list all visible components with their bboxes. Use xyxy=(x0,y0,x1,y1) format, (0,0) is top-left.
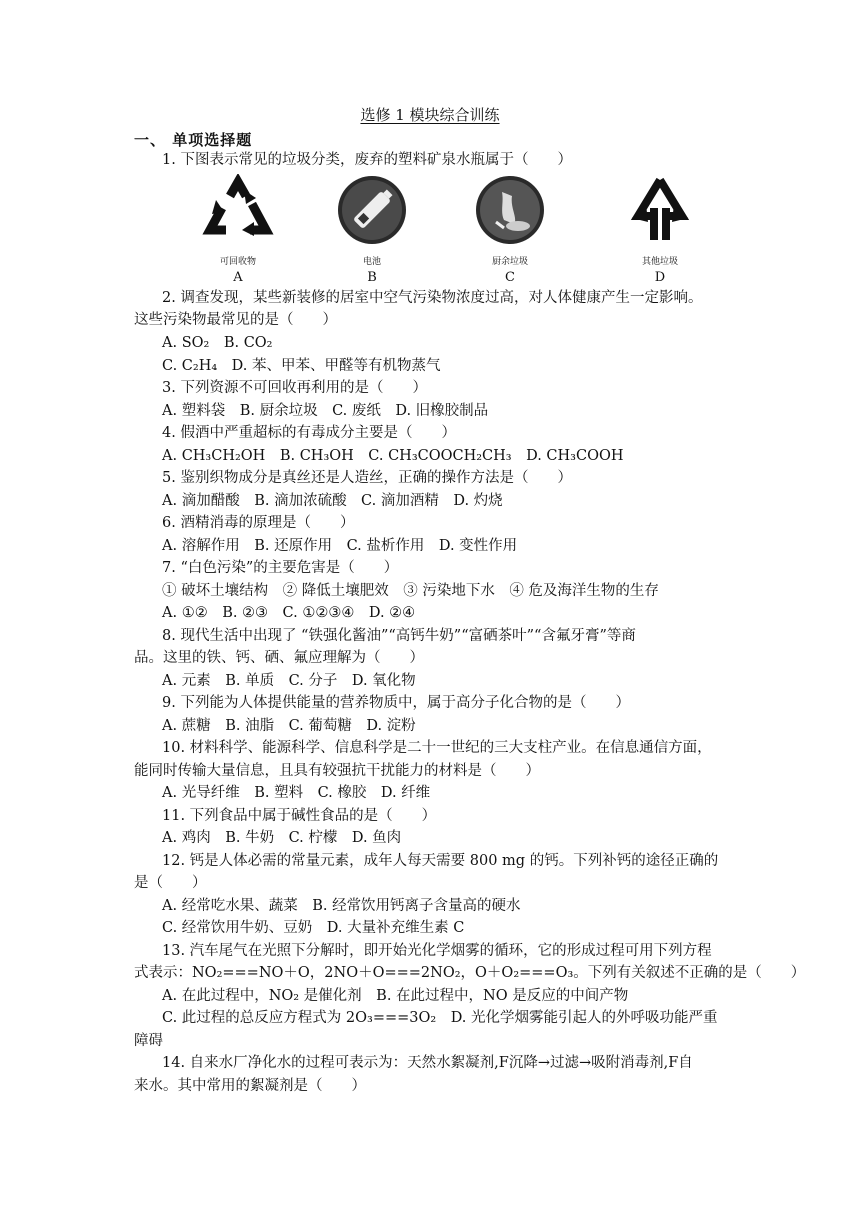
question-4-options: A. CH₃CH₂OH B. CH₃OH C. CH₃COOCH₂CH₃ D. CH₃COOH xyxy=(162,448,624,464)
option-b-figure: 电池 B xyxy=(322,174,422,285)
question-14-line1: 14. 自来水厂净化水的过程可表示为：天然水絮凝剂,F沉降→过滤→吸附消毒剂,F自 xyxy=(162,1055,693,1071)
option-a-figure: 可回收物 A xyxy=(188,174,288,285)
option-c-figure: 厨余垃圾 C xyxy=(460,174,560,285)
question-2-line2: 这些污染物最常见的是（ ） xyxy=(134,312,337,328)
question-13-line2: 式表示：NO₂===NO＋O，2NO＋O===2NO₂，O＋O₂===O₃。下列有关叙述不正确的是（ ） xyxy=(134,965,806,981)
question-7-statements: ① 破坏土壤结构 ② 降低土壤肥效 ③ 污染地下水 ④ 危及海洋生物的生存 xyxy=(162,583,659,599)
battery-icon xyxy=(336,174,408,246)
question-13-line1: 13. 汽车尾气在光照下分解时，即开始光化学烟雾的循环，它的形成过程可用下列方程 xyxy=(162,943,712,959)
question-10-line2: 能同时传输大量信息，且具有较强抗干扰能力的材料是（ ） xyxy=(134,763,540,779)
question-3: 3. 下列资源不可回收再利用的是（ ） xyxy=(162,380,427,396)
question-12-line1: 12. 钙是人体必需的常量元素，成年人每天需要 800 mg 的钙。下列补钙的途径正确的 xyxy=(162,853,719,869)
question-3-options: A. 塑料袋 B. 厨余垃圾 C. 废纸 D. 旧橡胶制品 xyxy=(162,403,489,419)
question-13-options-1: A. 在此过程中，NO₂ 是催化剂 B. 在此过程中，NO 是反应的中间产物 xyxy=(162,988,629,1004)
question-8-line2: 品。这里的铁、钙、硒、氟应理解为（ ） xyxy=(134,650,424,666)
question-4: 4. 假酒中严重超标的有毒成分主要是（ ） xyxy=(162,425,456,441)
question-12-options-2: C. 经常饮用牛奶、豆奶 D. 大量补充维生素 C xyxy=(162,920,465,936)
question-12-options-1: A. 经常吃水果、蔬菜 B. 经常饮用钙离子含量高的硬水 xyxy=(162,898,521,914)
other-waste-icon xyxy=(624,174,696,246)
kitchen-waste-icon xyxy=(474,174,546,246)
question-1: 1. 下图表示常见的垃圾分类，废弃的塑料矿泉水瓶属于（ ） xyxy=(162,152,572,168)
question-5-options: A. 滴加醋酸 B. 滴加浓硫酸 C. 滴加酒精 D. 灼烧 xyxy=(162,493,503,509)
question-13-options-2: C. 此过程的总反应方程式为 2O₃===3O₂ D. 光化学烟雾能引起人的外呼吸功能严重 xyxy=(162,1010,718,1026)
question-9: 9. 下列能为人体提供能量的营养物质中，属于高分子化合物的是（ ） xyxy=(162,695,630,711)
question-7-options: A. ①② B. ②③ C. ①②③④ D. ②④ xyxy=(162,605,416,621)
page-title: 选修 1 模块综合训练 xyxy=(360,106,500,124)
question-11-options: A. 鸡肉 B. 牛奶 C. 柠檬 D. 鱼肉 xyxy=(162,830,402,846)
recycle-icon xyxy=(202,174,274,246)
question-9-options: A. 蔗糖 B. 油脂 C. 葡萄糖 D. 淀粉 xyxy=(162,718,416,734)
question-5: 5. 鉴别织物成分是真丝还是人造丝，正确的操作方法是（ ） xyxy=(162,470,572,486)
question-2-options-2: C. C₂H₄ D. 苯、甲苯、甲醛等有机物蒸气 xyxy=(162,358,441,374)
question-6-options: A. 溶解作用 B. 还原作用 C. 盐析作用 D. 变性作用 xyxy=(162,538,518,554)
question-11: 11. 下列食品中属于碱性食品的是（ ） xyxy=(162,808,437,824)
question-10-options: A. 光导纤维 B. 塑料 C. 橡胶 D. 纤维 xyxy=(162,785,431,801)
question-8-options: A. 元素 B. 单质 C. 分子 D. 氧化物 xyxy=(162,673,416,689)
question-10-line1: 10. 材料科学、能源科学、信息科学是二十一世纪的三大支柱产业。在信息通信方面， xyxy=(162,740,712,756)
question-12-line2: 是（ ） xyxy=(134,875,207,891)
question-2-line1: 2. 调查发现，某些新装修的居室中空气污染物浓度过高，对人体健康产生一定影响。 xyxy=(162,290,703,306)
question-2-options-1: A. SO₂ B. CO₂ xyxy=(162,335,273,351)
question-6: 6. 酒精消毒的原理是（ ） xyxy=(162,515,355,531)
option-d-figure: 其他垃圾 D xyxy=(610,174,710,285)
section-heading: 一、 单项选择题 xyxy=(134,131,253,149)
question-14-line2: 来水。其中常用的絮凝剂是（ ） xyxy=(134,1078,366,1094)
question-7: 7. “白色污染”的主要危害是（ ） xyxy=(162,560,399,576)
question-8-line1: 8. 现代生活中出现了 “铁强化酱油”“高钙牛奶”“富硒茶叶”“含氟牙膏”等商 xyxy=(162,628,636,644)
question-13-options-3: 障碍 xyxy=(134,1033,163,1049)
